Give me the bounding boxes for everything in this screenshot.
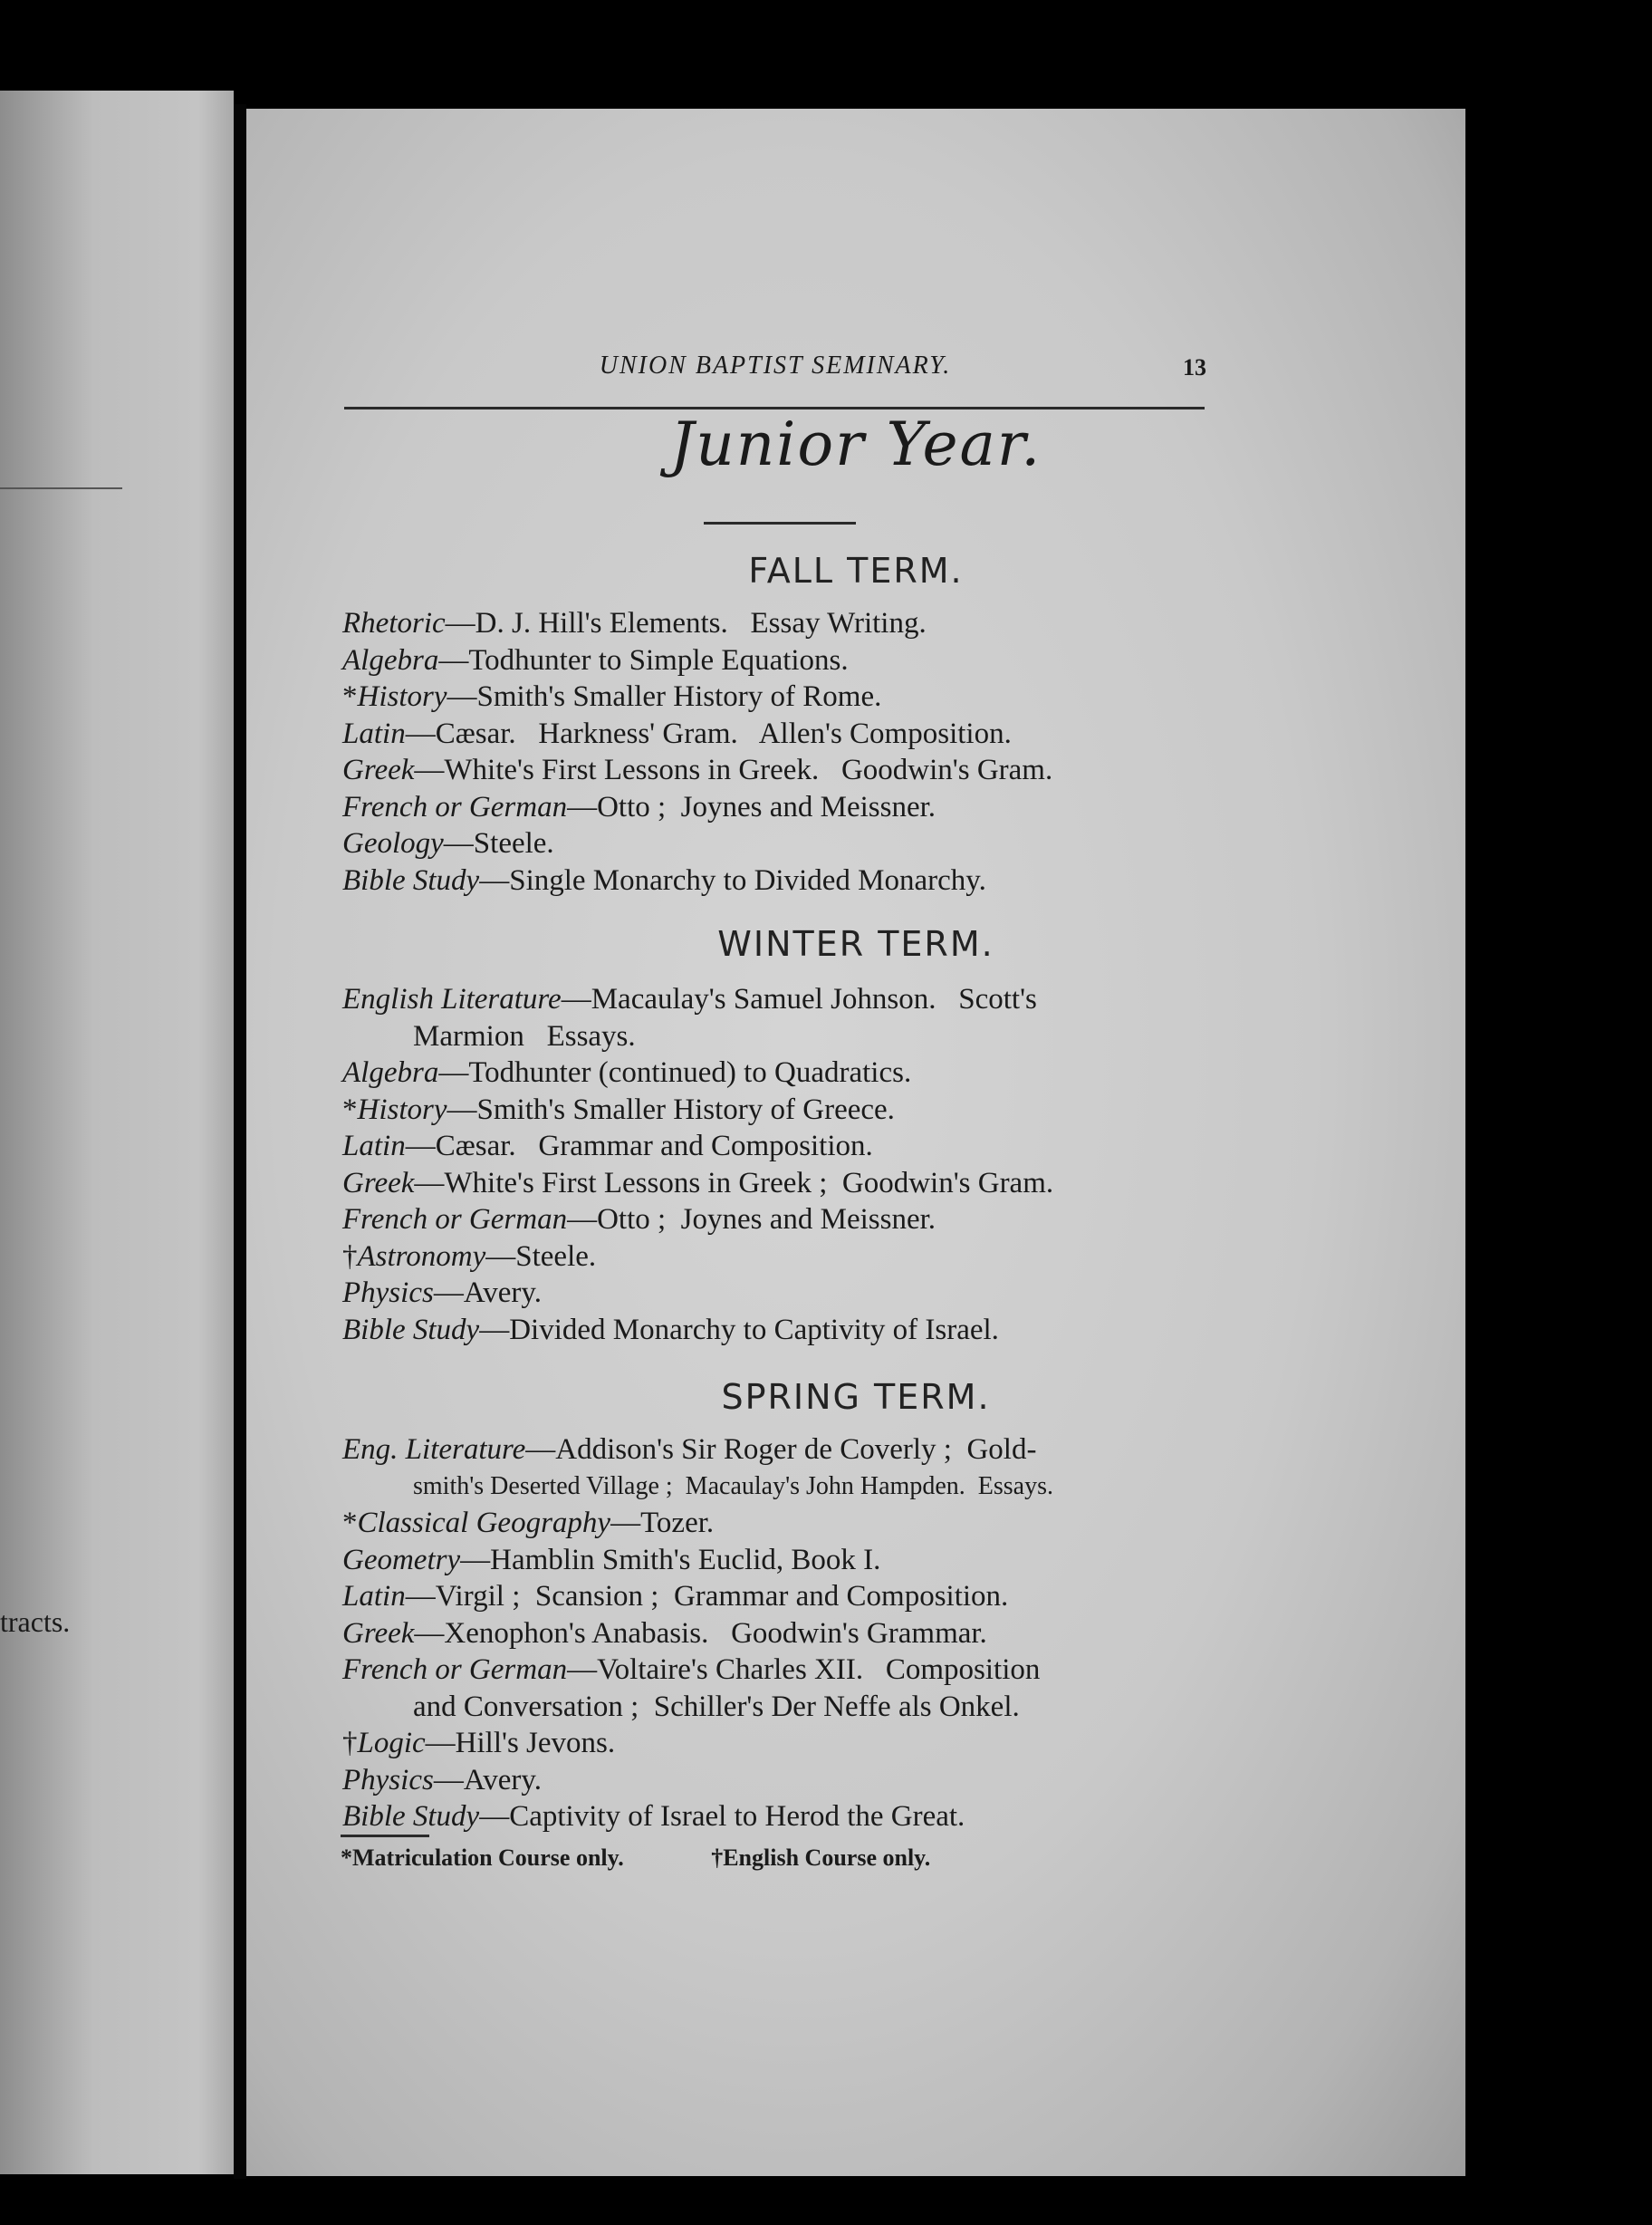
course-text: —Virgil ; Scansion ; Grammar and Composition.: [405, 1580, 1009, 1613]
course-item: [342, 1578, 1248, 1615]
left-page-fragment: tracts.: [0, 1605, 71, 1638]
course-item: [342, 605, 1248, 642]
course-item: [342, 1092, 1248, 1129]
course-text: —Cæsar. Harkness' Gram. Allen's Composition.: [405, 717, 1012, 750]
course-text: —Voltaire's Charles XII. Composition: [567, 1653, 1041, 1686]
course-subject: Bible Study: [342, 863, 480, 897]
left-page: [0, 91, 234, 2174]
course-mark: †: [342, 1727, 358, 1759]
winter-term-heading: WINTER TERM.: [717, 924, 994, 964]
course-item: [342, 1201, 1248, 1238]
course-text: —Divided Monarchy to Captivity of Israel.: [479, 1313, 999, 1346]
course-text: —Smith's Smaller History of Rome.: [447, 680, 882, 713]
course-item: [342, 981, 1248, 1055]
left-page-rule: [0, 487, 122, 489]
course-continuation: and Conversation ; Schiller's Der Neffe als Onkel.: [413, 1690, 1020, 1723]
course-subject: Logic: [357, 1727, 426, 1759]
course-subject: Eng. Literature: [342, 1433, 526, 1466]
course-item: [342, 789, 1248, 826]
course-subject: Greek: [342, 1616, 415, 1650]
course-text: —Otto ; Joynes and Meissner.: [567, 1203, 936, 1236]
course-item: [342, 1055, 1248, 1092]
course-mark: *: [342, 1507, 358, 1539]
course-text: —Cæsar. Grammar and Composition.: [405, 1130, 873, 1162]
course-text: —Hill's Jevons.: [425, 1727, 616, 1759]
course-item: [342, 1505, 1248, 1542]
course-subject: French or German: [342, 790, 568, 824]
course-text: —Macaulay's Samuel Johnson. Scott's: [561, 983, 1037, 1016]
course-item: [342, 1725, 1248, 1762]
course-text: —Todhunter to Simple Equations.: [438, 643, 849, 677]
course-item: [342, 1128, 1248, 1165]
footnotes: [341, 1845, 1156, 1872]
course-subject: English Literature: [342, 983, 562, 1016]
fall-term-heading: FALL TERM.: [748, 551, 964, 591]
course-subject: Physics: [342, 1763, 434, 1796]
course-text: —Todhunter (continued) to Quadratics.: [438, 1056, 912, 1089]
course-subject: Algebra: [342, 1056, 439, 1089]
winter-term-courses: [342, 981, 1248, 1348]
course-item: [342, 825, 1248, 862]
course-text: —Steele.: [443, 827, 554, 860]
course-subject: Rhetoric: [342, 607, 446, 640]
course-item: [342, 1165, 1248, 1202]
fall-term-courses: [342, 605, 1248, 899]
footnote-english: †English Course only.: [711, 1845, 931, 1871]
course-text: —White's First Lessons in Greek ; Goodwin's Gram.: [414, 1166, 1054, 1199]
course-item: [342, 1798, 1248, 1835]
course-item: [342, 862, 1248, 900]
course-item: [342, 752, 1248, 789]
page-number: 13: [1183, 354, 1206, 380]
course-continuation: Marmion Essays.: [413, 1019, 636, 1053]
course-subject: History: [357, 680, 447, 713]
course-text: —Captivity of Israel to Herod the Great.: [479, 1800, 965, 1833]
page-header: [344, 347, 1206, 383]
course-item: [342, 1762, 1248, 1799]
course-mark: *: [342, 680, 358, 713]
course-subject: Greek: [342, 754, 415, 786]
course-subject: Latin: [342, 717, 406, 750]
course-text: —Xenophon's Anabasis. Goodwin's Grammar.: [414, 1616, 987, 1650]
course-subject: Algebra: [342, 643, 439, 677]
course-subject: French or German: [342, 1203, 568, 1236]
course-item: [342, 1275, 1248, 1312]
course-subject: Bible Study: [342, 1800, 480, 1833]
course-text: —D. J. Hill's Elements. Essay Writing.: [445, 607, 927, 640]
course-item: [342, 1615, 1248, 1652]
course-text: —Tozer.: [610, 1507, 715, 1539]
course-item: [342, 1238, 1248, 1276]
course-subject: Greek: [342, 1166, 415, 1199]
course-text: —Addison's Sir Roger de Coverly ; Gold-: [525, 1433, 1037, 1466]
course-text: —Hamblin Smith's Euclid, Book I.: [460, 1543, 881, 1576]
course-subject: Physics: [342, 1276, 434, 1309]
spring-term-heading: SPRING TERM.: [721, 1377, 991, 1417]
course-mark: *: [342, 1093, 358, 1126]
course-subject: Latin: [342, 1130, 406, 1162]
year-title: Junior Year.: [669, 409, 1042, 479]
course-text: —Otto ; Joynes and Meissner.: [567, 790, 936, 824]
course-text: —White's First Lessons in Greek. Goodwin's Gram.: [414, 754, 1053, 786]
course-subject: History: [357, 1093, 447, 1126]
right-page: [246, 109, 1465, 2176]
course-item: [342, 1312, 1248, 1349]
course-text: —Steele.: [485, 1239, 597, 1273]
course-mark: †: [342, 1239, 358, 1273]
course-subject: Classical Geography: [357, 1507, 611, 1539]
course-subject: Astronomy: [357, 1239, 486, 1273]
course-item: [342, 1431, 1248, 1505]
course-item: [342, 1542, 1248, 1579]
course-text: —Avery.: [433, 1763, 542, 1796]
book-spine: [234, 104, 246, 2179]
running-title: UNION BAPTIST SEMINARY.: [599, 352, 952, 380]
course-subject: French or German: [342, 1653, 568, 1686]
title-rule: [704, 522, 856, 525]
course-item: [342, 642, 1248, 679]
footnote-rule: [341, 1835, 429, 1837]
footnote-matriculation: *Matriculation Course only.: [341, 1845, 624, 1871]
course-subject: Latin: [342, 1580, 406, 1613]
course-continuation: smith's Deserted Village ; Macaulay's John Hampden. Essays.: [413, 1471, 1053, 1500]
course-subject: Geology: [342, 827, 444, 860]
course-item: [342, 1652, 1248, 1725]
course-text: —Smith's Smaller History of Greece.: [447, 1093, 895, 1126]
course-item: [342, 716, 1248, 753]
course-subject: Bible Study: [342, 1313, 480, 1346]
course-subject: Geometry: [342, 1543, 461, 1576]
course-text: —Single Monarchy to Divided Monarchy.: [479, 863, 986, 897]
course-text: —Avery.: [433, 1276, 542, 1309]
course-item: [342, 679, 1248, 716]
spring-term-courses: [342, 1431, 1248, 1835]
